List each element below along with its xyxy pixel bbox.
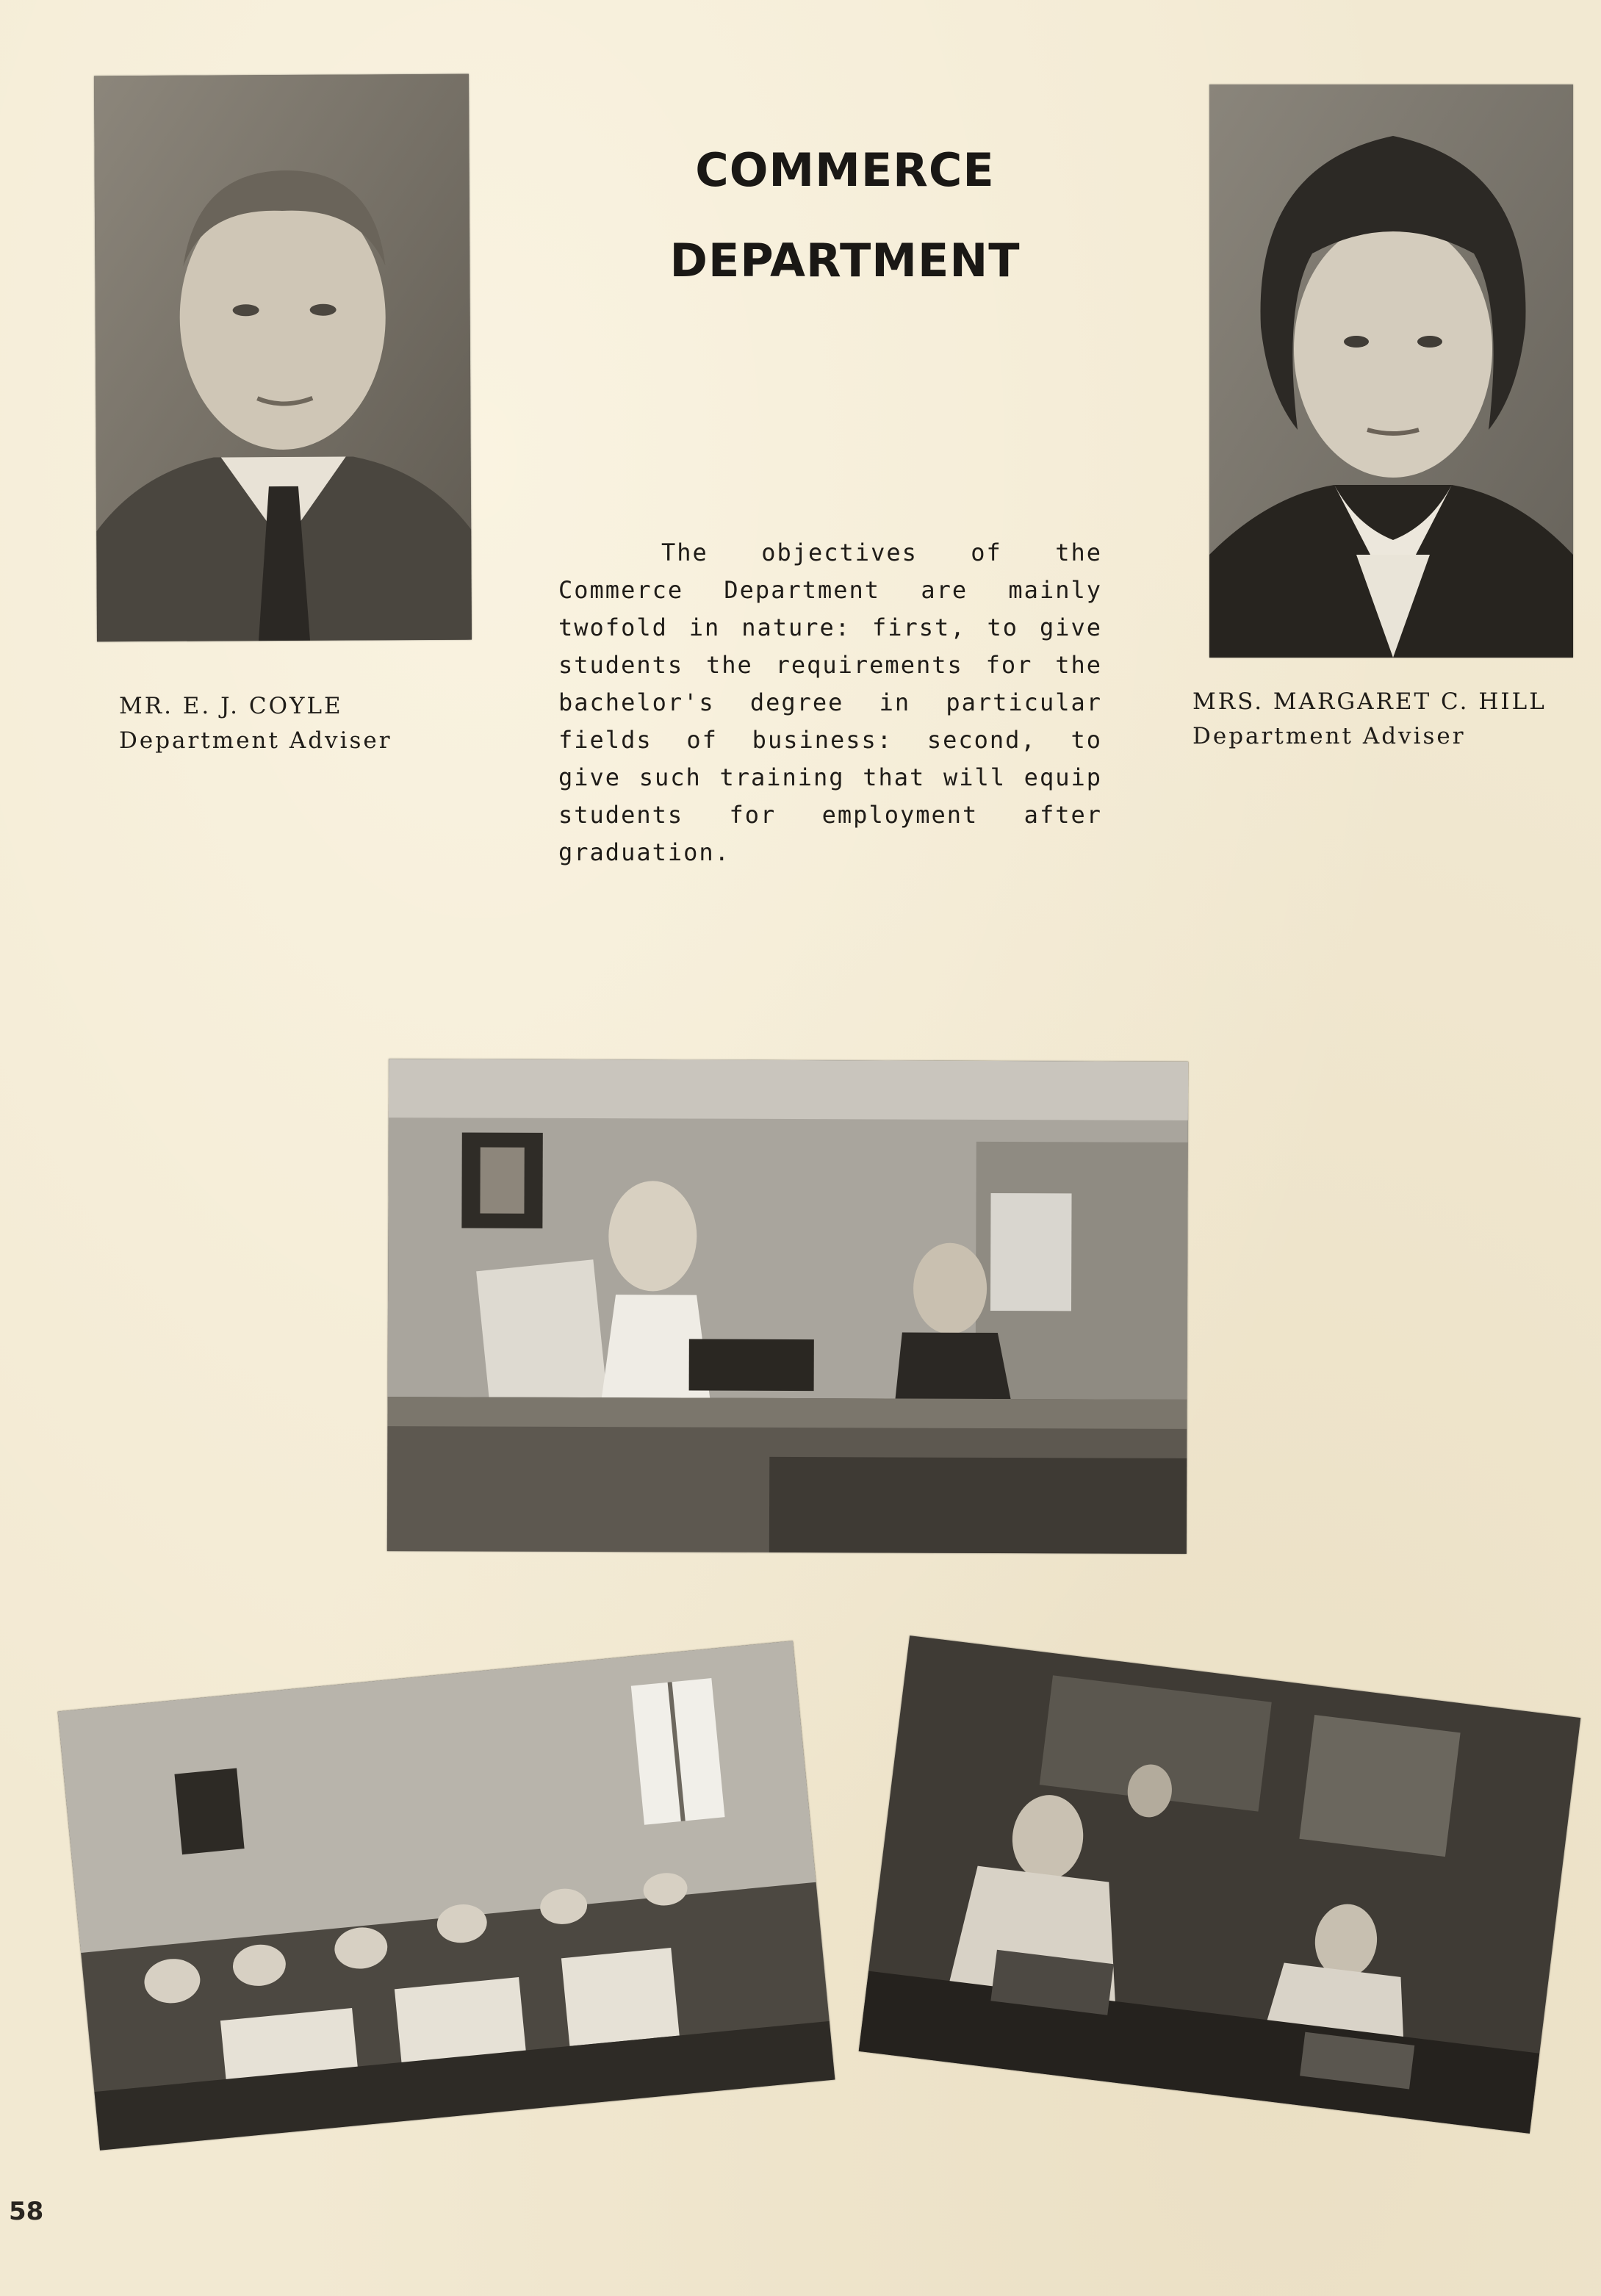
- coyle-name: MR. E. J. COYLE: [119, 693, 343, 719]
- coyle-role: Department Adviser: [119, 727, 392, 754]
- students-typing-photo: [859, 1635, 1581, 2134]
- classroom-photo: [58, 1641, 835, 2151]
- portrait-coyle-photo: [94, 74, 472, 642]
- portrait-hill-photo: [1209, 84, 1573, 658]
- page-number: 58: [9, 2197, 44, 2226]
- typing-room-photo: [387, 1059, 1188, 1554]
- hill-caption: [1192, 685, 1547, 754]
- page-title-line2: DEPARTMENT: [669, 234, 1021, 287]
- objectives-paragraph: The objectives of the Commerce Department are mainly twofold in nature: first, to give students the requirements for the bachelor's degree in particular fields of business: second, to give such training that will equip students for employment after graduation.: [558, 539, 1102, 866]
- coyle-caption: [119, 689, 392, 758]
- hill-role: Department Adviser: [1192, 723, 1466, 749]
- page-title-line1: COMMERCE: [695, 143, 995, 197]
- hill-name: MRS. MARGARET C. HILL: [1192, 688, 1547, 715]
